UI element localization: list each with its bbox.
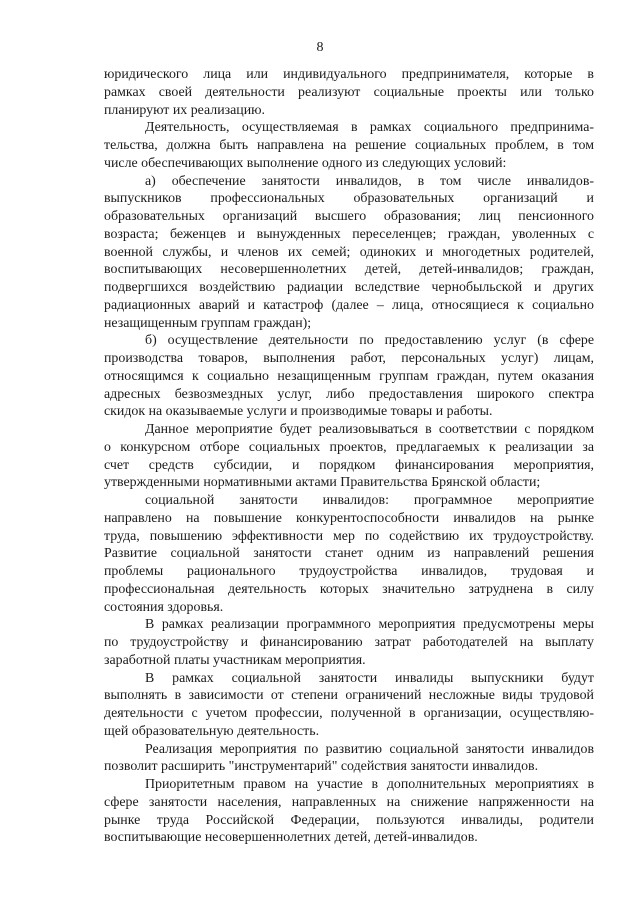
text-line: числе обеспечивающих выполнение одного из следующих условий: (104, 155, 507, 171)
text-line: Данное мероприятие будет реализовываться в соответствии с порядком (145, 422, 594, 437)
text-line: профессиональная деятельность которых значительно затруднена в силу (104, 581, 594, 597)
text-line: направлено на повышение конкурентоспособности инвалидов на рынке (104, 510, 594, 526)
text-line: а) обеспечение занятости инвалидов, в том числе инвалидов- (145, 173, 594, 189)
text-line: планируют их реализацию. (104, 102, 265, 118)
text-line: рамках своей деятельности реализуют социальные проекты или только (104, 84, 594, 100)
text-line: подвергшихся воздействию радиации вследствие чернобыльской и других (104, 280, 594, 295)
text-line: адресных безвозмездных услуг, либо предоставления широкого спектра (104, 386, 594, 402)
text-line: юридического лица или индивидуального предпринимателя, которые в (104, 67, 594, 82)
text-line: В рамках социальной занятости инвалиды выпускники будут (145, 670, 594, 686)
text-line: производства товаров, выполнения работ, персональных услуг) лицам, (104, 351, 594, 366)
text-line: воспитывающих несовершеннолетних детей, детей-инвалидов; граждан, (104, 262, 594, 278)
text-line: возраста; беженцев и вынужденных переселенцев; граждан, уволенных с (104, 226, 594, 242)
text-line: по трудоустройству и финансированию затрат работодателей на выплату (104, 635, 594, 650)
text-line: Деятельность, осуществляемая в рамках социального предпринима- (145, 120, 594, 136)
text-line: Реализация мероприятия по развитию социальной занятости инвалидов (145, 741, 594, 757)
document-body (104, 66, 594, 847)
text-line: относящимся к социально незащищенным группам граждан, путем оказания (104, 368, 594, 384)
text-line: образовательных организаций высшего образования; лиц пенсионного (104, 209, 594, 224)
text-line: Приоритетным правом на участие в дополнительных мероприятиях в (145, 777, 594, 792)
text-line: деятельности с учетом профессии, полученной в организации, осуществляю- (104, 706, 594, 721)
text-line: радиационных аварий и катастроф (далее – лица, относящиеся к социально (104, 297, 594, 313)
page-number: 8 (316, 40, 324, 55)
text-line: выполнять в зависимости от степени ограничений несложные виды трудовой (104, 688, 594, 704)
text-line: военной службы, и членов их семей; одиноких и многодетных родителей, (104, 244, 594, 260)
text-line: проблемы рационального трудоустройства инвалидов, трудовая и (104, 564, 594, 579)
text-line: о конкурсном отборе социальных проектов, предлагаемых к реализации за (104, 439, 594, 455)
text-line: утвержденными нормативными актами Правительства Брянской области; (104, 475, 541, 491)
text-line: счет средств субсидии, и порядком финансирования мероприятия, (104, 457, 594, 473)
text-line: скидок на оказываемые услуги и производимые товары и работы. (104, 404, 493, 420)
text-line: позволит расширить "инструментарий" содействия занятости инвалидов. (104, 759, 539, 775)
text-line: Развитие социальной занятости станет одним из направлений решения (104, 546, 594, 562)
text-line: В рамках реализации программного мероприятия предусмотрены меры (145, 617, 594, 633)
text-line: состояния здоровья. (104, 599, 224, 615)
text-line: тельства, должна быть направлена на решение социальных проблем, в том (104, 138, 594, 153)
text-line: сфере занятости населения, направленных на снижение напряженности на (104, 794, 594, 810)
text-line: рынке труда Российской Федерации, пользуются инвалиды, родители (104, 812, 594, 828)
text-line: труда, повышению эффективности мер по содействию их трудоустройству. (104, 528, 594, 544)
text-line: социальной занятости инвалидов: программное мероприятие (145, 493, 594, 508)
text-line: выпускников профессиональных образовательных организаций и (104, 191, 594, 207)
text-line: б) осуществление деятельности по предоставлению услуг (в сфере (145, 333, 594, 349)
text-line: заработной платы участникам мероприятия. (104, 652, 366, 668)
text-line: щей образовательную деятельность. (104, 723, 320, 739)
text-line: воспитывающие несовершеннолетних детей, детей-инвалидов. (104, 830, 478, 846)
text-line: незащищенным группам граждан); (104, 315, 312, 331)
